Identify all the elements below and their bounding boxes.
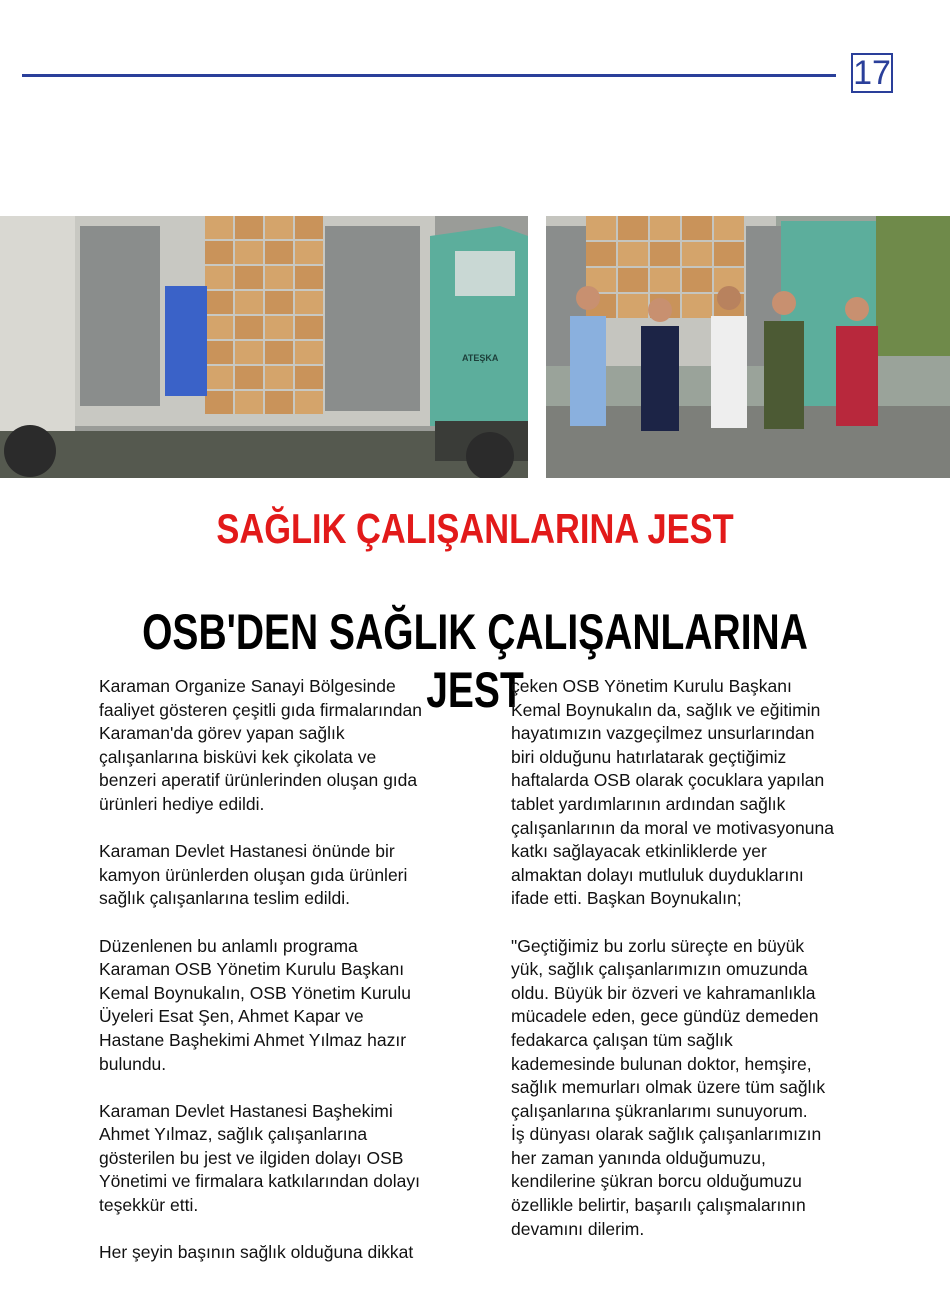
paragraph: "Geçtiğimiz bu zorlu süreçte en büyük yük, sağlık çalışanlarımızın omuzunda oldu. Büyük bir özveri ve kahramanlıkla mücadele eden, gece gündüz demeden fedakarca çalışan tüm sağlık kademesinde bulunan doktor, hemşire, sağlık memurları olmak üzere tüm sağlık çalışanlarına şükranlarımı sunuyorum. İş dünyası olarak sağlık çalışanlarımızın her zaman yanında olduğumuzu, kendilerine şükran borcu olduğumuzu özellikle belirtir, başarılı çalışmalarının devamını dilerim.: [511, 935, 826, 1239]
photo-truck-boxes: [0, 216, 528, 478]
photo-group: [546, 216, 950, 478]
cardboard-box: [295, 391, 323, 414]
cardboard-box: [682, 268, 712, 292]
cardboard-box: [265, 241, 293, 264]
cardboard-box: [205, 266, 233, 289]
truck-lettering: ATEŞKA: [462, 353, 499, 363]
cardboard-box: [714, 242, 744, 266]
cardboard-box: [235, 241, 263, 264]
cardboard-box: [205, 316, 233, 339]
paragraph: çeken OSB Yönetim Kurulu Başkanı Kemal Boynukalın da, sağlık ve eğitimin hayatımızın vazgeçilmez unsurlarından biri olduğunu hatırlatarak geçtiğimiz haftalarda OSB olarak çocuklara yapılan tablet yardımlarının ardından sağlık çalışanlarının da moral ve motivasyonuna katkı sağlayacak etkinliklerde yer almaktan dolayı mutluluk duyduklarını ifade etti. Başkan Boynukalın;: [511, 676, 834, 909]
cardboard-box: [618, 294, 648, 318]
paragraph: Karaman Devlet Hastanesi Başhekimi Ahmet Yılmaz, sağlık çalışanlarına gösterilen bu jest ve ilgiden dolayı OSB Yönetimi ve firmalara katkılarından dolayı teşekkür etti.: [99, 1100, 420, 1216]
cardboard-box: [265, 341, 293, 364]
cardboard-box: [265, 216, 293, 239]
article-headline: OSB'DEN SAĞLIK ÇALIŞANLARINA JEST: [142, 604, 808, 718]
cardboard-box: [235, 366, 263, 389]
cardboard-box: [295, 341, 323, 364]
cardboard-box: [295, 266, 323, 289]
cardboard-box: [235, 291, 263, 314]
cardboard-box: [295, 366, 323, 389]
cardboard-box: [650, 268, 680, 292]
paragraph: Karaman Devlet Hastanesi önünde bir kamyon ürünlerden oluşan gıda ürünleri sağlık çalışanlarına teslim edildi.: [99, 841, 408, 909]
cardboard-box: [205, 366, 233, 389]
cardboard-box: [205, 291, 233, 314]
cardboard-box: [235, 266, 263, 289]
cardboard-box: [205, 341, 233, 364]
paragraph: Karaman Organize Sanayi Bölgesinde faaliyet gösteren çeşitli gıda firmalarından Karaman'da görev yapan sağlık çalışanlarına bisküvi kek çikolata ve benzeri aperatif ürünlerinden oluşan gıda ürünleri hediye edildi.: [99, 676, 422, 814]
cardboard-box: [235, 216, 263, 239]
cardboard-box: [586, 216, 616, 240]
cardboard-box: [618, 242, 648, 266]
cardboard-box: [295, 291, 323, 314]
cardboard-box: [205, 216, 233, 239]
paragraph: Düzenlenen bu anlamlı programa Karaman OSB Yönetim Kurulu Başkanı Kemal Boynukalın, OSB Yönetim Kurulu Üyeleri Esat Şen, Ahmet Kapar ve Hastane Başhekimi Ahmet Yılmaz hazır bulundu.: [99, 935, 411, 1074]
cardboard-box: [205, 391, 233, 414]
cardboard-box: [295, 216, 323, 239]
cardboard-box: [265, 366, 293, 389]
page-number: 17: [851, 53, 893, 93]
cardboard-box: [265, 316, 293, 339]
cardboard-box: [650, 242, 680, 266]
cardboard-box: [682, 294, 712, 318]
article-kicker: SAĞLIK ÇALIŞANLARINA JEST: [216, 505, 734, 552]
cardboard-box: [586, 242, 616, 266]
cardboard-box: [235, 316, 263, 339]
cardboard-box: [265, 391, 293, 414]
cardboard-box: [682, 216, 712, 240]
cardboard-box: [235, 341, 263, 364]
cardboard-box: [265, 266, 293, 289]
paragraph: Her şeyin başının sağlık olduğuna dikkat: [99, 1242, 414, 1263]
cardboard-box: [618, 216, 648, 240]
cardboard-box: [265, 291, 293, 314]
cardboard-box: [295, 241, 323, 264]
article-column-right: [511, 675, 911, 1265]
header-rule: [22, 74, 836, 77]
cardboard-box: [235, 391, 263, 414]
cardboard-box: [714, 216, 744, 240]
cardboard-box: [682, 242, 712, 266]
article-column-left: [99, 675, 499, 1288]
cardboard-box: [618, 268, 648, 292]
cardboard-box: [650, 216, 680, 240]
cardboard-box: [295, 316, 323, 339]
cardboard-box: [205, 241, 233, 264]
